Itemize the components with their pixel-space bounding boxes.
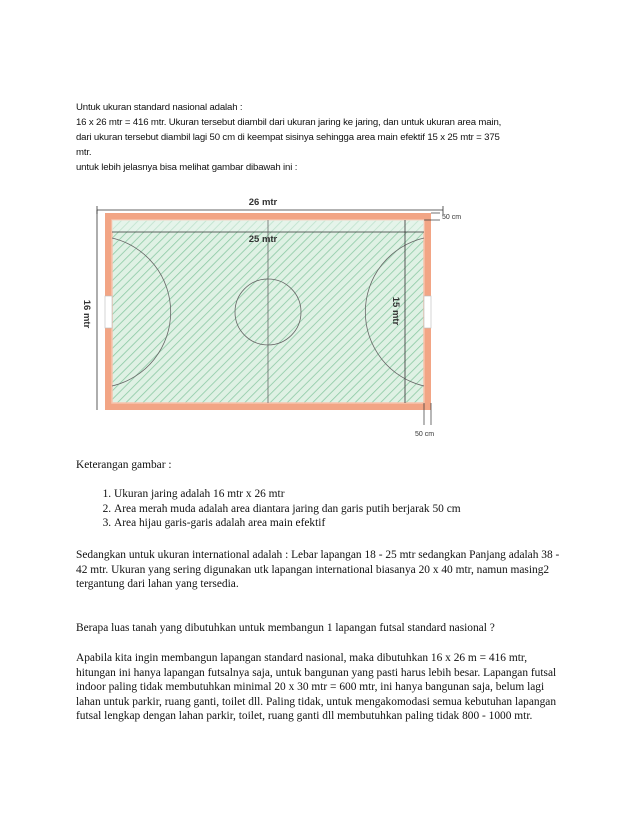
answer-paragraph: Apabila kita ingin membangun lapangan standard nasional, maka dibutuhkan 16 x 26 m = 416 mtr, hitungan ini hanya lapangan futsalnya saja, untuk bangunan yang pasti harus lebih besar. Lapangan futsal indoor paling tidak membutuhkan minimal 20 x 30 mtr = 600 mtr, ini hanya bangunan saja, belum lagi lahan untuk parkir, ruang ganti, toilet dll. Paling tidak, untuk mengakomodasi semua kebutuhan lapangan futsal lengkap dengan lahan parkir, toilet, ruang ganti dll membutuhkan paling tidak 800 - 1000 mtr. — [76, 652, 557, 722]
inner-height-label: 15 mtr — [390, 296, 401, 326]
intro-paragraph — [76, 100, 576, 175]
intro-line-3: dari ukuran tersebut diambil lagi 50 cm di keempat sisinya sehingga area main efektif 15 x 25 mtr = 375 — [76, 132, 500, 143]
margin-top-label: 50 cm — [442, 214, 462, 221]
margin-bottom-label: 50 cm — [415, 431, 435, 438]
intro-line-1: Untuk ukuran standard nasional adalah : — [76, 102, 243, 113]
right-goal — [424, 296, 431, 328]
outer-width-label: 26 mtr — [248, 197, 278, 208]
intro-line-4: mtr. — [76, 147, 92, 158]
left-goal — [105, 296, 112, 328]
futsal-court-diagram — [60, 188, 480, 443]
question-paragraph: Berapa luas tanah yang dibutuhkan untuk membangun 1 lapangan futsal standard nasional ? — [76, 622, 495, 634]
legend-title: Keterangan gambar : — [76, 459, 172, 471]
international-paragraph: Sedangkan untuk ukuran international adalah : Lebar lapangan 18 - 25 mtr sedangkan Panjang adalah 38 - 42 mtr. Ukuran yang sering digunakan utk lapangan international biasanya 20 x 40 mtr, namun masing2 tergantung dari lahan yang tersedia. — [76, 549, 560, 590]
outer-height-label: 16 mtr — [81, 299, 92, 329]
legend-list — [76, 487, 461, 531]
legend-item: 1. Ukuran jaring adalah 16 mtr x 26 mtr — [114, 487, 461, 502]
intro-line-5: untuk lebih jelasnya bisa melihat gambar dibawah ini : — [76, 162, 298, 173]
intro-line-2: 16 x 26 mtr = 416 mtr. Ukuran tersebut diambil dari ukuran jaring ke jaring, dan untuk ukuran area main, — [76, 117, 502, 128]
legend-item: 3. Area hijau garis-garis adalah area main efektif — [114, 516, 461, 531]
legend-item: 2. Area merah muda adalah area diantara jaring dan garis putih berjarak 50 cm — [114, 502, 461, 517]
inner-width-label: 25 mtr — [248, 234, 278, 245]
